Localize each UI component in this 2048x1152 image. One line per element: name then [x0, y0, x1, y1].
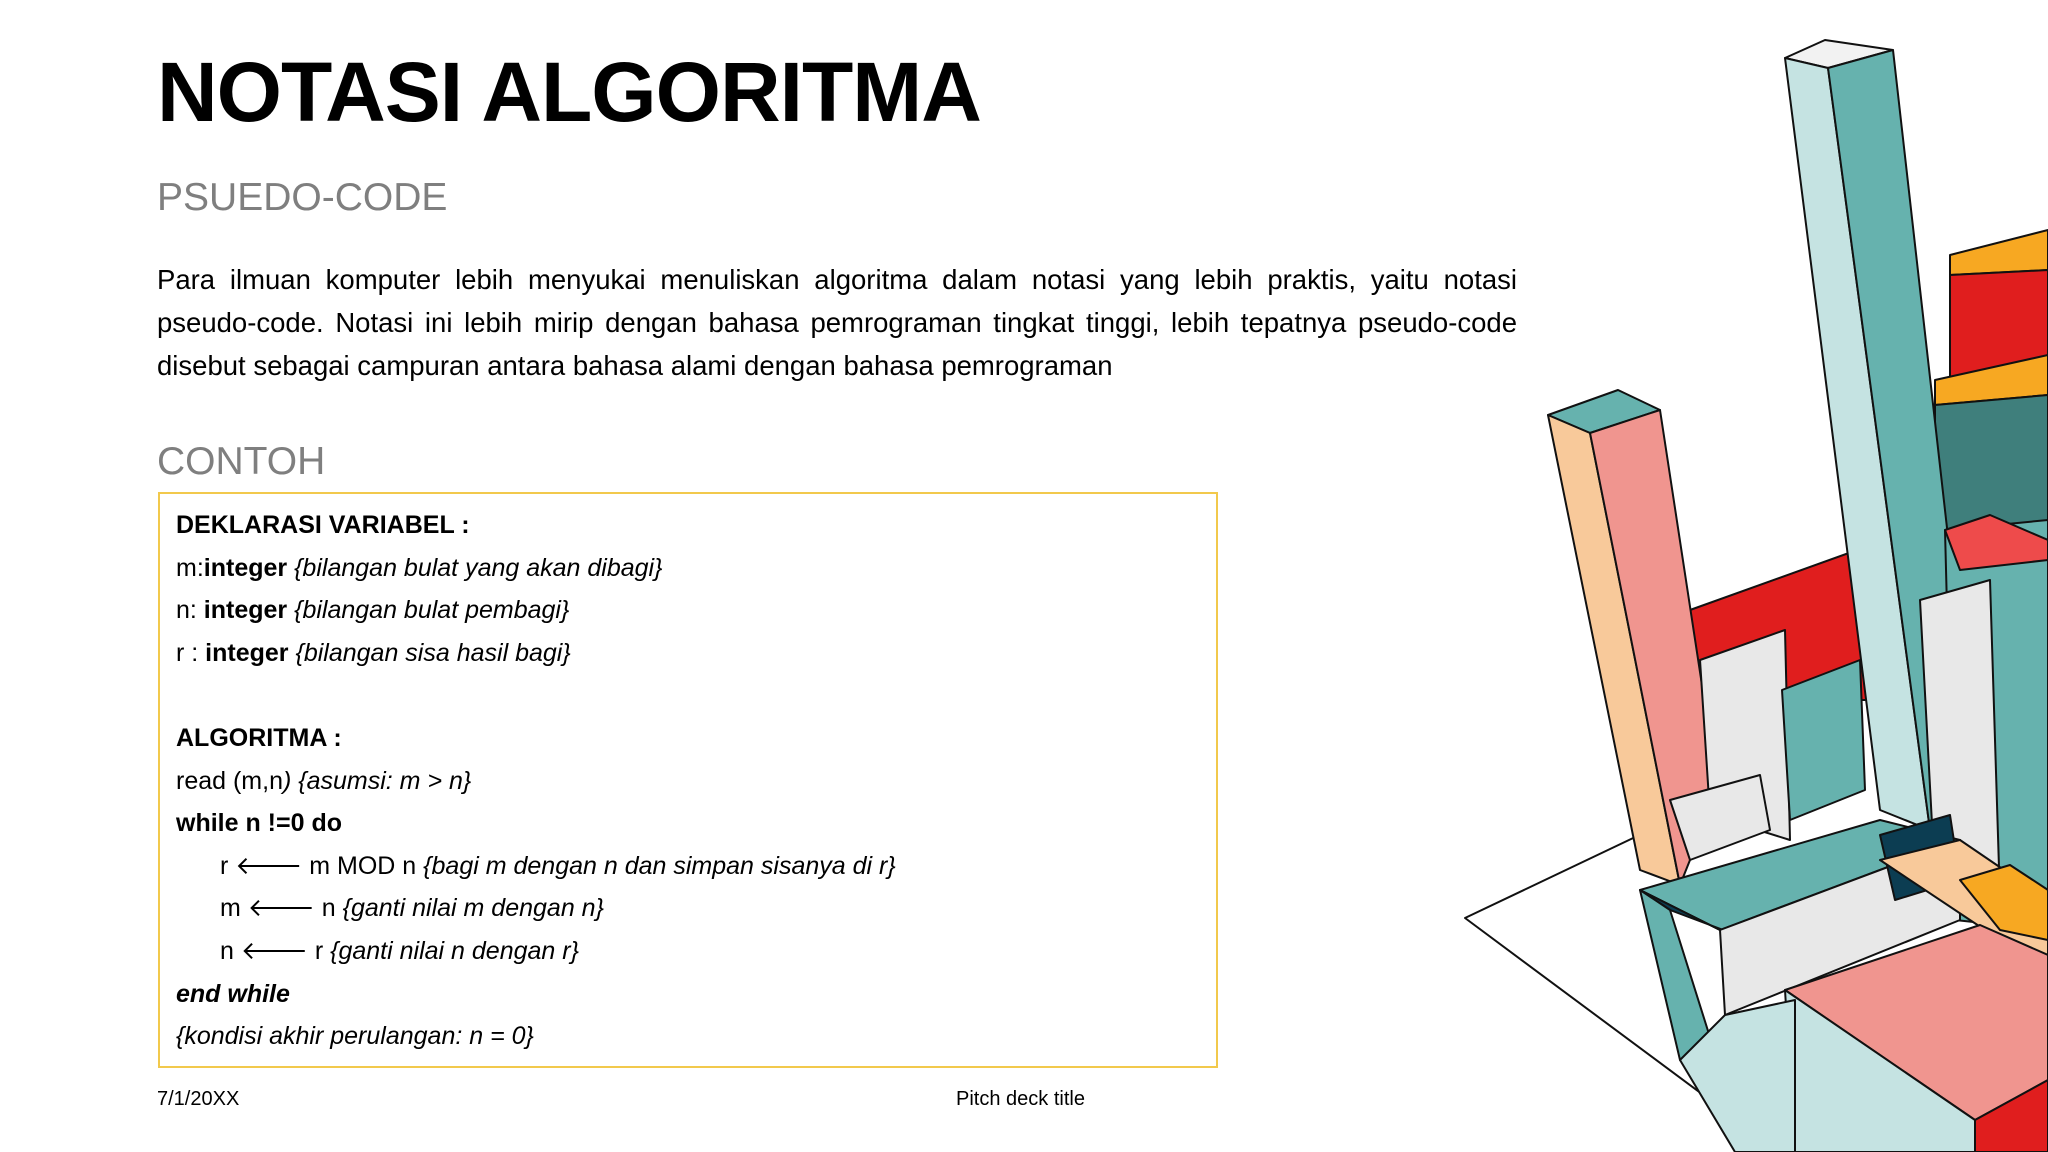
algorithm-header: ALGORITMA : — [176, 723, 342, 752]
blank-line — [176, 674, 1200, 717]
subtitle-contoh: CONTOH — [157, 440, 326, 483]
code-line-assign-n: n 🡐 r {ganti nilai n dengan r} — [220, 936, 579, 965]
declaration-header: DEKLARASI VARIABEL : — [176, 511, 470, 539]
code-line-r: r : integer {bilangan sisa hasil bagi} — [176, 638, 571, 667]
code-line-final-comment: {kondisi akhir perulangan: n = 0} — [176, 1022, 534, 1051]
subtitle-pseudocode: PSUEDO-CODE — [157, 176, 448, 219]
code-line-mod: r 🡐 m MOD n {bagi m dengan n dan simpan sisanya di r} — [220, 851, 896, 880]
code-example-box — [158, 492, 1218, 1068]
code-line-while: while n !=0 do — [176, 809, 342, 838]
footer-title: Pitch deck title — [956, 1088, 1085, 1110]
isometric-blocks-illustration — [1440, 20, 2048, 1152]
code-line-read: read (m,n) {asumsi: m > n} — [176, 766, 472, 795]
code-line-assign-m: m 🡐 n {ganti nilai m dengan n} — [220, 894, 604, 923]
slide-title: NOTASI ALGORITMA — [157, 45, 981, 139]
code-line-m: m:integer {bilangan bulat yang akan dibagi} — [176, 553, 663, 582]
description-paragraph: Para ilmuan komputer lebih menyukai menuliskan algoritma dalam notasi yang lebih praktis, yaitu notasi pseudo-code. Notasi ini lebih mirip dengan bahasa pemrograman tingkat tinggi, lebih tepatnya pseudo-code disebut sebagai campuran antara bahasa alami dengan bahasa pemrograman — [157, 264, 1517, 381]
code-line-end-while: end while — [176, 979, 290, 1008]
footer-date: 7/1/20XX — [157, 1088, 240, 1110]
code-line-n: n: integer {bilangan bulat pembagi} — [176, 596, 570, 625]
